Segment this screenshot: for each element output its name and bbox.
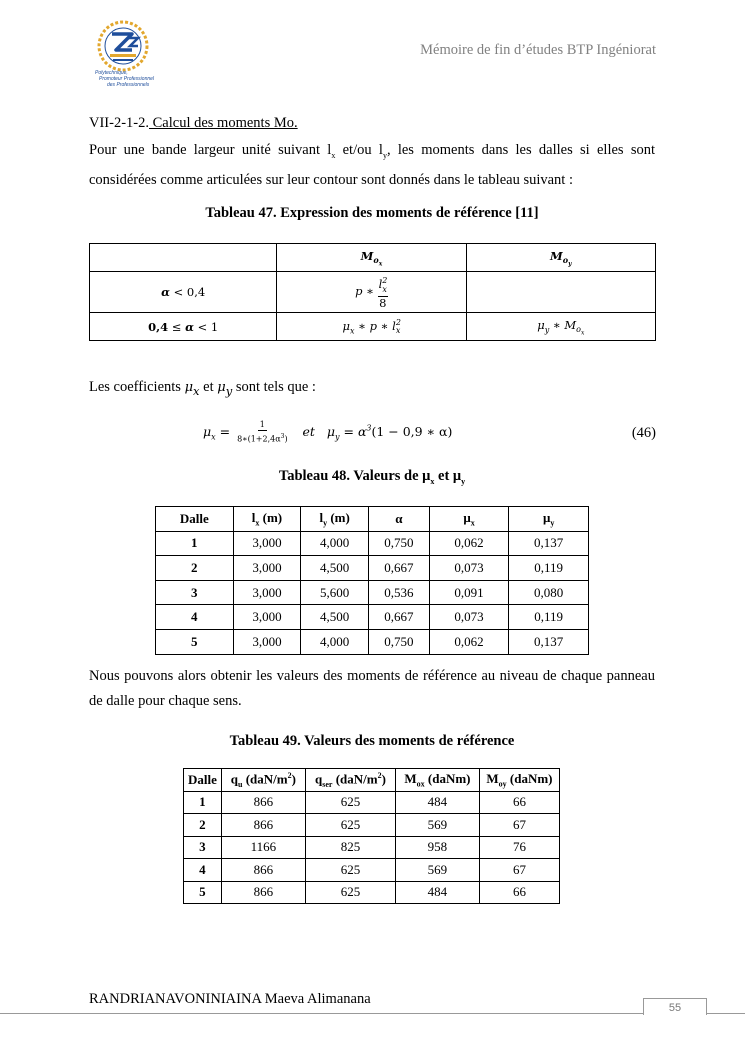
value-cell: 4,000 <box>301 629 369 654</box>
column-header: Dalle <box>184 769 222 792</box>
value-cell: 5,600 <box>301 580 369 605</box>
coefficients-paragraph: Les coefficients $\mu_x$ et $\mu_y$ sont tels que : <box>89 379 316 398</box>
value-cell: 866 <box>221 859 305 882</box>
dalle-cell: 1 <box>156 531 234 556</box>
value-cell: 0,750 <box>368 531 429 556</box>
value-cell: 67 <box>479 859 559 882</box>
dalle-cell: 2 <box>156 556 234 581</box>
mox-formula-cell: $\mu_x$ ∗ p ∗ $l^2_x$ <box>277 313 466 341</box>
footer-divider <box>0 1013 745 1014</box>
column-header: $q_u$ $(daN/m^2)$ <box>221 769 305 792</box>
dalle-cell: 3 <box>156 580 234 605</box>
table-row <box>156 605 589 630</box>
value-cell: 76 <box>479 836 559 859</box>
value-cell: 3,000 <box>233 556 301 581</box>
table-header-row <box>90 244 656 272</box>
dalle-cell: 2 <box>184 814 222 837</box>
column-header: Dalle <box>156 507 234 532</box>
value-cell: 569 <box>395 859 479 882</box>
value-cell: 0,536 <box>368 580 429 605</box>
value-cell: 0,137 <box>509 629 589 654</box>
value-cell: 0,119 <box>509 605 589 630</box>
table-48-caption: Tableau 48. Valeurs de $\mu_x$ et $\mu_y$ <box>278 468 466 486</box>
value-cell: 0,073 <box>429 556 509 581</box>
value-cell: 66 <box>479 791 559 814</box>
value-cell: 484 <box>395 881 479 904</box>
value-cell: 4,500 <box>301 605 369 630</box>
value-cell: 569 <box>395 814 479 837</box>
value-cell: 958 <box>395 836 479 859</box>
value-cell: 625 <box>305 859 395 882</box>
condition-cell: 0,4 ≤ α < 1 <box>90 313 277 341</box>
table-header-row <box>184 769 560 792</box>
table-row <box>184 814 560 837</box>
value-cell: 0,062 <box>429 629 509 654</box>
table-47 <box>89 243 656 341</box>
table-row <box>156 580 589 605</box>
table-row <box>184 836 560 859</box>
moy-formula-cell <box>466 272 655 313</box>
section-title: Calcul des moments Mo. <box>149 115 298 131</box>
table-row <box>90 272 656 313</box>
table-row <box>90 313 656 341</box>
column-header: $M_{ox}$ (daNm) <box>395 769 479 792</box>
value-cell: 825 <box>305 836 395 859</box>
dalle-cell: 1 <box>184 791 222 814</box>
value-cell: 625 <box>305 881 395 904</box>
value-cell: 3,000 <box>233 605 301 630</box>
table-row <box>184 791 560 814</box>
column-header: $l_y$ (m) <box>301 507 369 532</box>
logo-caption: Polytechnique, Promoteur Professionnel des Professionnels <box>95 70 155 88</box>
section-number: VII-2-1-2. <box>89 115 149 131</box>
value-cell: 4,500 <box>301 556 369 581</box>
moments-paragraph: Nous pouvons alors obtenir les valeurs des moments de référence au niveau de chaque panneau de dalle pour chaque sens. <box>89 668 655 709</box>
value-cell: 0,062 <box>429 531 509 556</box>
table-row <box>184 859 560 882</box>
column-header: $\mu_x$ <box>429 507 509 532</box>
value-cell: 0,750 <box>368 629 429 654</box>
table-47-caption: Tableau 47. Expression des moments de référence [11] <box>205 205 539 221</box>
value-cell: 0,091 <box>429 580 509 605</box>
dalle-cell: 4 <box>156 605 234 630</box>
value-cell: 3,000 <box>233 580 301 605</box>
footer-author: RANDRIANAVONINIAINA Maeva Alimanana <box>89 991 371 1007</box>
header-moy: $M_{o_y}$ <box>466 244 655 272</box>
moy-formula-cell: $\mu_y$ ∗ $M_{o_x}$ <box>466 313 655 341</box>
value-cell: 4,000 <box>301 531 369 556</box>
value-cell: 3,000 <box>233 629 301 654</box>
equation-number: (46) <box>631 425 656 441</box>
column-header: $q_{ser}$ $(daN/m^2)$ <box>305 769 395 792</box>
table-row <box>156 629 589 654</box>
table-header-row <box>156 507 589 532</box>
page-number: 55 <box>643 998 707 1015</box>
intro-paragraph: Pour une bande largeur unité suivant $l_x$ et/ou $l_y$, les moments dans les dalles si elles sont considérées comme articulées sur leur contour sont donnés dans le tableau suivant : <box>89 142 655 188</box>
table-row <box>156 531 589 556</box>
value-cell: 866 <box>221 814 305 837</box>
value-cell: 625 <box>305 814 395 837</box>
value-cell: 0,073 <box>429 605 509 630</box>
value-cell: 0,119 <box>509 556 589 581</box>
value-cell: 866 <box>221 881 305 904</box>
header-mox: $M_{o_x}$ <box>277 244 466 272</box>
value-cell: 1166 <box>221 836 305 859</box>
value-cell: 866 <box>221 791 305 814</box>
value-cell: 67 <box>479 814 559 837</box>
table-row <box>184 881 560 904</box>
table-49 <box>183 768 560 904</box>
value-cell: 0,080 <box>509 580 589 605</box>
equation-46: $\mu_x$ = $\frac{1}{8∗(1+2,4\alpha^3)}$ et $\mu_y = \alpha^3(1 - 0,9$ ∗ α) <box>203 420 453 444</box>
table-row <box>156 556 589 581</box>
dalle-cell: 3 <box>184 836 222 859</box>
value-cell: 66 <box>479 881 559 904</box>
dalle-cell: 4 <box>184 859 222 882</box>
table-49-caption: Tableau 49. Valeurs des moments de référence <box>229 733 515 749</box>
mox-formula-cell: p ∗ $\frac{l^2_x}{8}$ <box>277 272 466 313</box>
section-heading <box>89 115 298 132</box>
column-header: $M_{oy}$ (daNm) <box>479 769 559 792</box>
column-header: $l_x$ (m) <box>233 507 301 532</box>
condition-cell: α < 0,4 <box>90 272 277 313</box>
header-title: Mémoire de fin d’études BTP Ingéniorat <box>420 42 656 58</box>
column-header: $\mu_y$ <box>509 507 589 532</box>
value-cell: 484 <box>395 791 479 814</box>
dalle-cell: 5 <box>156 629 234 654</box>
value-cell: 0,137 <box>509 531 589 556</box>
value-cell: 0,667 <box>368 605 429 630</box>
dalle-cell: 5 <box>184 881 222 904</box>
table-48 <box>155 506 589 655</box>
value-cell: 625 <box>305 791 395 814</box>
value-cell: 0,667 <box>368 556 429 581</box>
column-header: α <box>368 507 429 532</box>
value-cell: 3,000 <box>233 531 301 556</box>
